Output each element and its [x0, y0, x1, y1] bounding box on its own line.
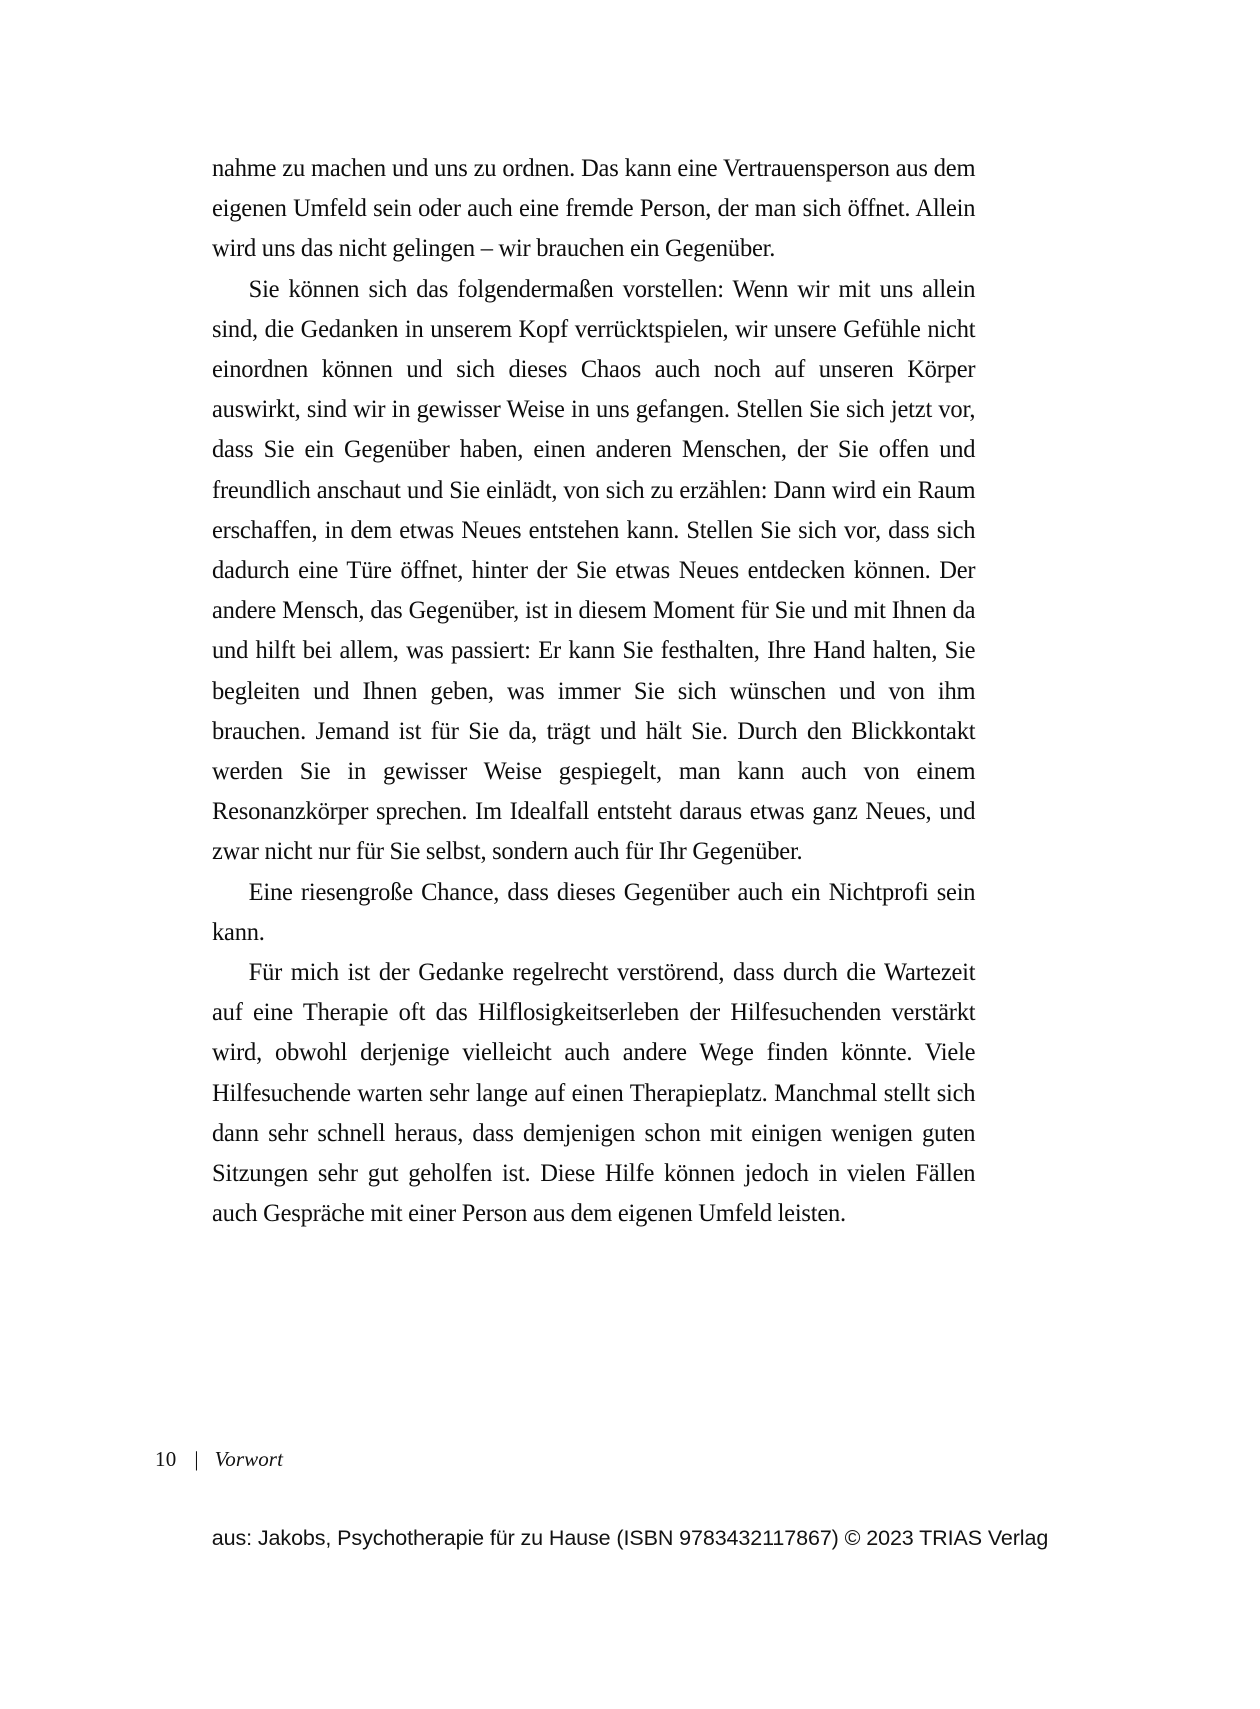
paragraph-2-text: Sie können sich das folgendermaßen vorstellen: Wenn wir mit uns allein sind, die Gedanken in unserem Kopf verrücktspielen, wir unsere Gefühle nicht einordnen können und sich dieses Chaos auch noch auf unseren Körper auswirkt, sind wir in gewisser Weise in uns gefangen. Stellen Sie sich jetzt vor, dass Sie ein Gegenüber haben, einen anderen Menschen, der Sie offen und freundlich anschaut und Sie einlädt, von sich zu erzählen: Dann wird ein Raum erschaffen, in dem etwas Neues entstehen kann. Stellen Sie sich vor, dass sich dadurch eine Türe öffnet, hinter der Sie etwas Neues entdecken können. Der andere Mensch, das Gegenüber, ist in diesem Moment für Sie und mit Ihnen da und hilft bei allem, was passiert: Er kann Sie festhalten, Ihre Hand halten, Sie begleiten und Ihnen geben, was immer Sie sich wünschen und von ihm brauchen. Jemand ist für Sie da, trägt und hält Sie. Durch den Blickkontakt werden Sie in gewisser Weise gespiegelt, man kann auch von einem Resonanzkörper sprechen. Im Idealfall entsteht daraus etwas ganz Neues, und zwar nicht nur für Sie selbst, sondern auch für Ihr Gegenüber. — [212, 274, 976, 866]
imprint-line: aus: Jakobs, Psychotherapie für zu Hause (ISBN 9783432117867) © 2023 TRIAS Verlag — [211, 1526, 1049, 1550]
paragraph-4 — [212, 952, 986, 1233]
paragraph-1 — [212, 148, 986, 269]
paragraph-3-text: Eine riesengroße Chance, dass dieses Gegenüber auch ein Nichtprofi sein kann. — [212, 877, 976, 946]
paragraph-2 — [212, 269, 986, 872]
folio-separator: | — [194, 1447, 199, 1471]
paragraph-1-text: nahme zu machen und uns zu ordnen. Das kann eine Vertrauensperson aus dem eigenen Umfeld sein oder auch eine fremde Person, der man sich öffnet. Allein wird uns das nicht gelingen – wir brauchen ein Gegenüber. — [212, 154, 976, 263]
running-title: Vorwort — [214, 1447, 284, 1471]
paragraph-4-text: Für mich ist der Gedanke regelrecht verstörend, dass durch die Wartezeit auf eine Therapie oft das Hilflosigkeitserleben der Hilfesuchenden verstärkt wird, obwohl derjenige vielleicht auch andere Wege finden könnte. Viele Hilfesuchende warten sehr lange auf einen Therapieplatz. Manchmal stellt sich dann sehr schnell heraus, dass demjenigen schon mit einigen wenigen guten Sitzungen sehr gut geholfen ist. Diese Hilfe können jedoch in vielen Fällen auch Gespräche mit einer Person aus dem eigenen Umfeld leisten. — [212, 958, 976, 1228]
page-folio — [155, 1446, 283, 1472]
body-text-column — [212, 148, 986, 1233]
page-number: 10 — [155, 1447, 177, 1471]
paragraph-3 — [212, 872, 986, 952]
